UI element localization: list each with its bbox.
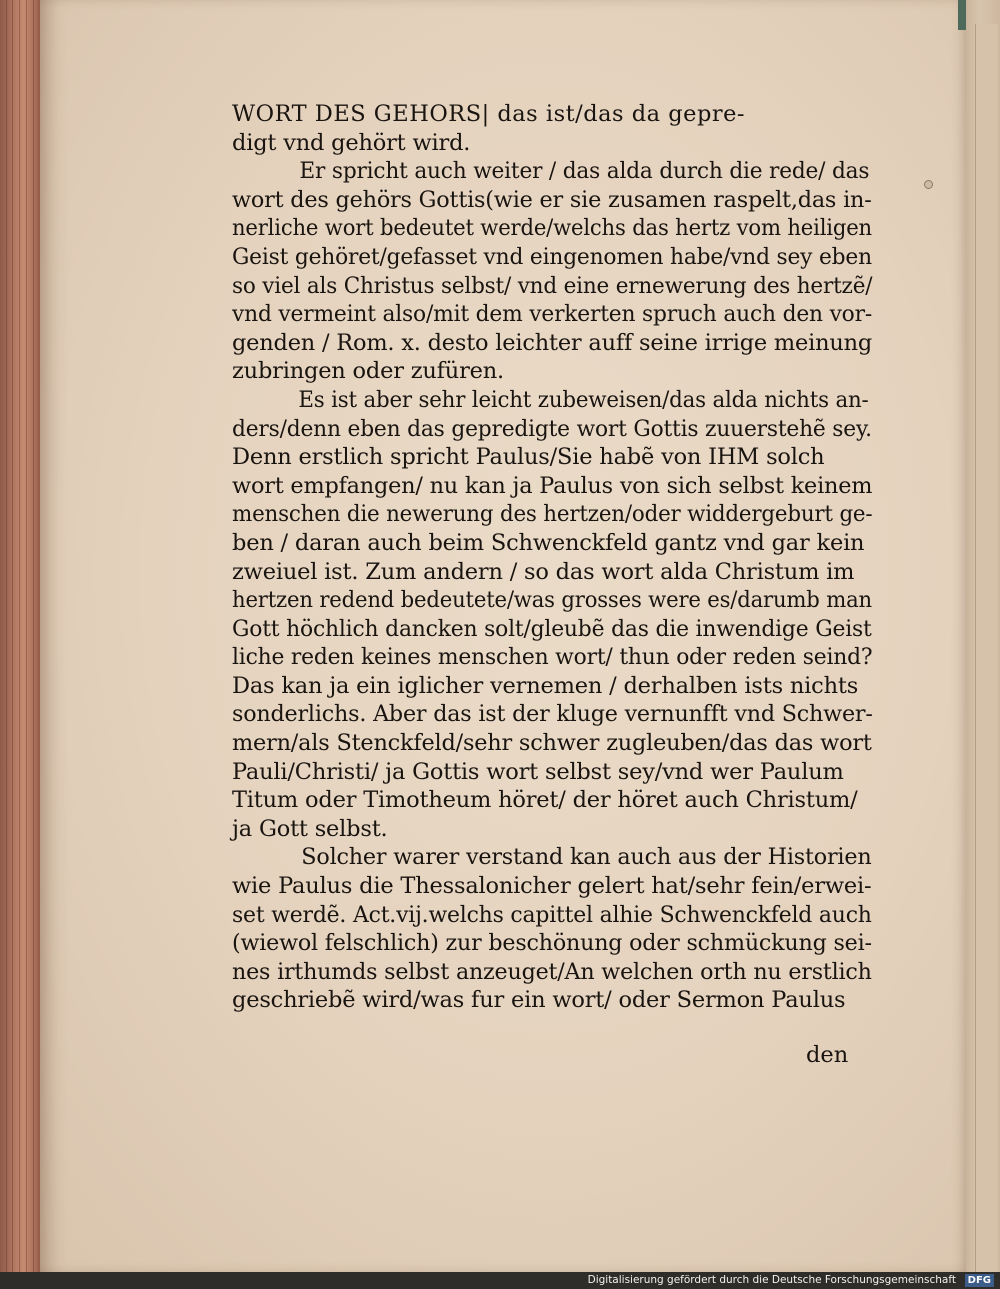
text-line: zweiuel ist. Zum andern / so das wort alda Christum im	[232, 558, 855, 585]
text-line: wie Paulus die Thessalonicher gelert hat/sehr fein/erwei-	[232, 873, 872, 900]
text-line: ja Gott selbst.	[232, 815, 388, 842]
text-line: wort empfangen/ nu kan ja Paulus von sich selbst keinem	[232, 472, 873, 499]
text-line: mern/als Stenckfeld/sehr schwer zugleuben/das das wort	[232, 730, 872, 757]
text-line: Er spricht auch weiter / das alda durch die rede/ das	[299, 158, 870, 185]
text-line: vnd vermeint also/mit dem verkerten spruch auch den vor-	[232, 301, 872, 328]
text-line: nerliche wort bedeutet werde/welchs das hertz vom heiligen	[232, 215, 872, 242]
text-line: nes irthumds selbst anzeuget/An welchen orth nu erstlich	[232, 958, 872, 985]
text-line: Titum oder Timotheum höret/ der höret auch Christum/	[232, 787, 858, 814]
footer-credit: Digitalisierung gefördert durch die Deutsche Forschungsgemeinschaft	[587, 1274, 956, 1286]
text-line: wort des gehörs Gottis(wie er sie zusamen raspelt,das in-	[232, 186, 872, 213]
text-line: sonderlichs. Aber das ist der kluge vernunfft vnd Schwer-	[232, 701, 873, 728]
text-line: digt vnd gehört wird.	[232, 129, 471, 156]
text-line: genden / Rom. x. desto leichter auff seine irrige meinung	[232, 329, 873, 356]
text-line: geschriebẽ wird/was fur ein wort/ oder Sermon Paulus	[232, 987, 846, 1014]
book-page-edges	[0, 0, 44, 1272]
text-line: so viel als Christus selbst/ vnd eine ernewerung des hertzẽ/	[232, 272, 873, 299]
text-line: (wiewol felschlich) zur beschönung oder schmückung sei-	[232, 930, 872, 957]
text-line: menschen die newerung des hertzen/oder widdergeburt ge-	[232, 501, 873, 528]
text-line: ben / daran auch beim Schwenckfeld gantz vnd gar kein	[232, 529, 865, 556]
text-line: Das kan ja ein iglicher vernemen / derhalben ists nichts	[232, 672, 859, 699]
text-line: Geist gehöret/gefasset vnd eingenomen habe/vnd sey eben	[232, 243, 872, 270]
text-line: Gott höchlich dancken solt/gleubẽ das die inwendige Geist	[232, 615, 872, 642]
dfg-logo: DFG	[965, 1274, 994, 1287]
next-page-edge	[966, 0, 1000, 1272]
text-line: ders/denn eben das gepredigte wort Gottis zuuerstehẽ sey.	[232, 415, 872, 442]
text-line: liche reden keines menschen wort/ thun oder reden seind?	[232, 644, 873, 671]
margin-mark	[924, 180, 933, 189]
text-line: hertzen redend bedeutete/was grosses were es/darumb man	[232, 587, 872, 614]
text-line: zubringen oder zufüren.	[232, 358, 505, 385]
page-text-block	[232, 100, 872, 1015]
text-line: Denn erstlich spricht Paulus/Sie habẽ von IHM solch	[232, 444, 825, 471]
text-line: Es ist aber sehr leicht zubeweisen/das alda nichts an-	[298, 386, 869, 413]
text-line: Pauli/Christi/ ja Gottis wort selbst sey/vnd wer Paulum	[232, 758, 844, 785]
catchword: den	[806, 1042, 849, 1068]
text-line: Solcher warer verstand kan auch aus der Historien	[301, 844, 872, 871]
text-line: WORT DES GEHORS| das ist/das da gepre-	[232, 101, 746, 127]
text-line: set werdẽ. Act.vij.welchs capittel alhie Schwenckfeld auch	[232, 901, 872, 928]
